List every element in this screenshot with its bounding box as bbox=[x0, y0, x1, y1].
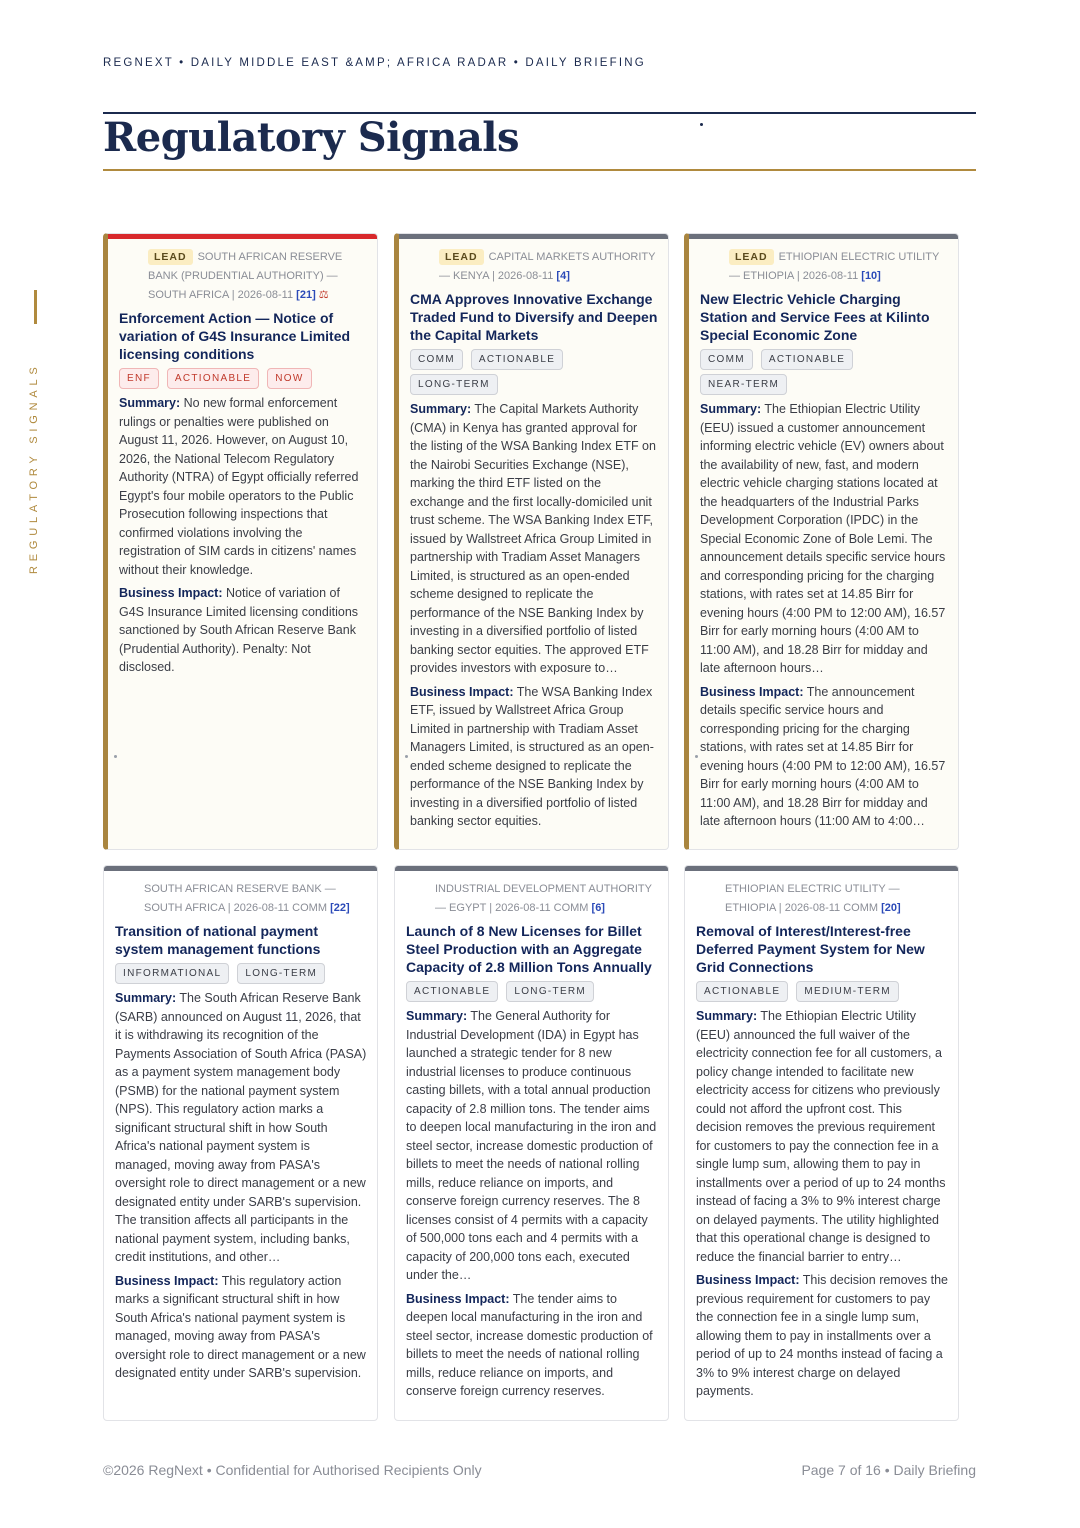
tag-list bbox=[115, 963, 367, 984]
card-top-bar bbox=[685, 866, 958, 871]
card-meta bbox=[410, 248, 658, 286]
scroll-marker bbox=[114, 755, 117, 758]
tag: ACTIONABLE bbox=[167, 368, 259, 389]
impact-text: This decision removes the previous requirement for customers to pay the connection fee in a single lump sum, allowing them to pay in installments over a period of up to 24 months instead of facing a 3% to 9% interest charge on delayed payments. bbox=[696, 1273, 948, 1398]
citation-link[interactable]: [4] bbox=[556, 270, 570, 282]
card-meta bbox=[696, 880, 948, 918]
summary-text: The Ethiopian Electric Utility (EEU) issued a customer announcement informing electric vehicle (EV) owners about the availability of new, fast, and modern electric vehicle charging stations located at the headquarters of the Industrial Parks Development Corporation (IPDC) in the Special Economic Zone of Bole Lemi. The announcement details specific service hours and corresponding pricing for the charging stations, with rates set at 14.85 Birr for evening hours (4:00 PM to 12:00 AM), 16.57 Birr for early morning hours (4:00 AM to 11:00 AM), and 18.28 Birr for midday and late afternoon hours… bbox=[700, 402, 946, 675]
impact-text: This regulatory action marks a significant structural shift in how South Africa's national payment system is managed, moving away from PASA's oversight role to direct management or a new designated entity under SARB's supervision. bbox=[115, 1273, 366, 1380]
tag: INFORMATIONAL bbox=[115, 963, 229, 984]
footer-page-number: Page 7 of 16 • Daily Briefing bbox=[801, 1462, 976, 1478]
decorative-dot bbox=[700, 123, 703, 126]
business-impact bbox=[700, 683, 948, 831]
card-top-bar bbox=[104, 866, 377, 871]
summary bbox=[700, 400, 948, 678]
tag: LONG-TERM bbox=[506, 981, 594, 1002]
citation-link[interactable]: [22] bbox=[330, 902, 350, 914]
card-top-bar bbox=[399, 234, 668, 239]
card-meta bbox=[406, 880, 658, 918]
tag: ACTIONABLE bbox=[696, 981, 788, 1002]
page-title: Regulatory Signals bbox=[103, 114, 520, 161]
business-impact bbox=[410, 683, 658, 831]
impact-text: Notice of variation of G4S Insurance Limited licensing conditions sanctioned by South African Reserve Bank (Prudential Authority). Penalty: Not disclosed. bbox=[119, 586, 359, 674]
card-source: ETHIOPIAN ELECTRIC UTILITY — ETHIOPIA | 2026-08-11 bbox=[729, 251, 940, 282]
card-title: Enforcement Action — Notice of variation of G4S Insurance Limited licensing conditions bbox=[119, 310, 351, 362]
summary-label: Summary: bbox=[119, 396, 181, 410]
signal-card bbox=[103, 233, 378, 850]
impact-text: The announcement details specific service hours and corresponding pricing for the charging stations, with rates set at 14.85 Birr for evening hours (4:00 PM to 12:00 AM), 16.57 Birr for early morning hours (4:00 AM to 11:00 AM), and 18.28 Birr for midday and late afternoon hours (11:00 AM to 4:00… bbox=[700, 684, 946, 828]
card-source: INDUSTRIAL DEVELOPMENT AUTHORITY — EGYPT | 2026-08-11 bbox=[435, 883, 652, 914]
scroll-marker bbox=[405, 755, 408, 758]
impact-label: Business Impact: bbox=[115, 1273, 219, 1288]
impact-text: The tender aims to deepen local manufacturing in the iron and steel sector, increase domestic production of billets to meet the needs of national rolling mills, reduce reliance on imports, and conserve foreign currency reserves. bbox=[406, 1291, 653, 1398]
card-source: CAPITAL MARKETS AUTHORITY — KENYA | 2026-08-11 bbox=[439, 251, 656, 282]
business-impact bbox=[115, 1272, 367, 1383]
summary-label: Summary: bbox=[410, 402, 472, 416]
signal-card bbox=[394, 233, 669, 850]
summary bbox=[410, 400, 658, 678]
card-title: Removal of Interest/Interest-free Deferred Payment System for New Grid Connections bbox=[696, 923, 925, 975]
tag: MEDIUM-TERM bbox=[796, 981, 899, 1002]
card-top-bar bbox=[689, 234, 958, 239]
impact-label: Business Impact: bbox=[700, 684, 804, 699]
summary bbox=[406, 1007, 658, 1285]
lead-badge: LEAD bbox=[148, 249, 193, 265]
title-rule-bottom bbox=[103, 169, 976, 171]
summary bbox=[119, 394, 367, 579]
scroll-marker bbox=[695, 755, 698, 758]
tag: ENF bbox=[119, 368, 159, 389]
impact-text: The WSA Banking Index ETF, issued by Wallstreet Africa Group Limited in partnership with Tradiam Asset Managers Limited, is structured as an open-ended scheme designed to replicate the performance of the NSE Banking Index by investing in a diversified portfolio of listed banking sector equities. bbox=[410, 684, 654, 828]
card-title: Transition of national payment system management functions bbox=[115, 923, 321, 957]
summary-text: The South African Reserve Bank (SARB) announced on August 11, 2026, that it is withdrawing its recognition of the Payments Association of South Africa (PASA) as a payment system management body (PSMB) for the national payment system (NPS). This regulatory action marks a significant structural shift in how South Africa's national payment system is managed, moving away from PASA's oversight role to direct management or a new designated entity under SARB's supervision. The transition affects all participants in the national payment system, including banks, credit institutions, and other… bbox=[115, 991, 367, 1264]
tag: COMM bbox=[700, 349, 753, 370]
sidebar-section-label: REGULATORY SIGNALS bbox=[28, 362, 40, 574]
scales-icon: ⚖ bbox=[318, 289, 329, 301]
signal-card bbox=[103, 865, 378, 1421]
sidebar-accent-bar bbox=[34, 290, 37, 324]
citation-link[interactable]: [21] bbox=[296, 289, 316, 301]
card-title: Launch of 8 New Licenses for Billet Steel Production with an Aggregate Capacity of 2.8 Million Tons Annually bbox=[406, 923, 652, 975]
summary-label: Summary: bbox=[696, 1009, 758, 1023]
signal-card bbox=[684, 233, 959, 850]
impact-label: Business Impact: bbox=[119, 586, 223, 600]
tag-list bbox=[410, 349, 658, 395]
card-meta bbox=[700, 248, 948, 286]
card-top-bar bbox=[395, 866, 668, 871]
impact-label: Business Impact: bbox=[406, 1291, 510, 1306]
tag: LONG-TERM bbox=[410, 374, 498, 395]
citation-link[interactable]: [10] bbox=[861, 270, 881, 282]
category-label: COMM bbox=[292, 902, 327, 914]
business-impact bbox=[696, 1271, 948, 1401]
tag: LONG-TERM bbox=[237, 963, 325, 984]
card-title: CMA Approves Innovative Exchange Traded Fund to Diversify and Deepen the Capital Markets bbox=[410, 291, 658, 343]
business-impact bbox=[406, 1290, 658, 1401]
summary-text: The Capital Markets Authority (CMA) in Kenya has granted approval for the listing of the WSA Banking Index ETF on the Nairobi Securities Exchange (NSE), marking the third ETF listed on the exchange and the first locally-domiciled unit trust scheme. The WSA Banking Index ETF, issued by Wallstreet Africa Group Limited in partnership with Tradiam Asset Managers Limited, is structured as an open-ended scheme designed to replicate the performance of the NSE Banking Index by investing in a diversified portfolio of listed banking sector equities. The approved ETF provides investors with exposure to… bbox=[410, 402, 656, 675]
card-meta bbox=[119, 248, 367, 305]
footer-copyright: ©2026 RegNext • Confidential for Authorised Recipients Only bbox=[103, 1462, 482, 1478]
tag: ACTIONABLE bbox=[761, 349, 853, 370]
card-top-bar bbox=[108, 234, 377, 239]
signal-card bbox=[394, 865, 669, 1421]
tag-list bbox=[119, 368, 367, 389]
tag: NOW bbox=[267, 368, 311, 389]
card-source: ETHIOPIAN ELECTRIC UTILITY — ETHIOPIA | 2026-08-11 bbox=[725, 883, 900, 914]
lead-badge: LEAD bbox=[439, 249, 484, 265]
card-source: SOUTH AFRICAN RESERVE BANK — SOUTH AFRICA | 2026-08-11 bbox=[144, 883, 336, 914]
signal-card bbox=[684, 865, 959, 1421]
summary-label: Summary: bbox=[406, 1009, 468, 1023]
impact-label: Business Impact: bbox=[410, 684, 514, 699]
lead-badge: LEAD bbox=[729, 249, 774, 265]
summary bbox=[115, 989, 367, 1267]
summary-label: Summary: bbox=[700, 402, 762, 416]
business-impact bbox=[119, 584, 367, 677]
tag-list bbox=[406, 981, 658, 1002]
summary-text: No new formal enforcement rulings or penalties were published on August 11, 2026. However, on August 10, 2026, the National Telecom Regulatory Authority (NTRA) of Egypt officially referred Egypt's four mobile operators to the Public Prosecution following inspections that confirmed violations involving the registration of SIM cards in citizens' names without their knowledge. bbox=[119, 396, 359, 577]
category-label: COMM bbox=[553, 902, 589, 914]
card-source: SOUTH AFRICAN RESERVE BANK (PRUDENTIAL AUTHORITY) — SOUTH AFRICA | 2026-08-11 bbox=[148, 251, 343, 301]
tag: ACTIONABLE bbox=[471, 349, 563, 370]
summary-text: The General Authority for Industrial Development (IDA) in Egypt has launched a strategic tender for 8 new industrial licenses to produce continuous casting billets, with a total annual production capacity of 2.8 million tons. The tender aims to deepen local manufacturing in the iron and steel sector, increase domestic production of billets to meet the needs of national rolling mills, reduce reliance on imports, and conserve foreign currency reserves. The 8 licenses consist of 4 permits with a capacity of 500,000 tons each and 4 permits with a capacity of 200,000 tons each, executed under the… bbox=[406, 1009, 657, 1282]
impact-label: Business Impact: bbox=[696, 1273, 800, 1287]
card-meta bbox=[115, 880, 367, 918]
summary bbox=[696, 1007, 948, 1266]
citation-link[interactable]: [20] bbox=[881, 902, 901, 914]
citation-link[interactable]: [6] bbox=[591, 902, 605, 914]
tag: ACTIONABLE bbox=[406, 981, 498, 1002]
category-label: COMM bbox=[843, 902, 879, 914]
running-header: REGNEXT • DAILY MIDDLE EAST &AMP; AFRICA RADAR • DAILY BRIEFING bbox=[103, 57, 646, 69]
tag-list bbox=[700, 349, 948, 395]
card-title: New Electric Vehicle Charging Station and Service Fees at Kilinto Special Economic Zone bbox=[700, 291, 930, 343]
tag: NEAR-TERM bbox=[700, 374, 787, 395]
tag-list bbox=[696, 981, 948, 1002]
tag: COMM bbox=[410, 349, 463, 370]
summary-label: Summary: bbox=[115, 991, 177, 1005]
summary-text: The Ethiopian Electric Utility (EEU) announced the full waiver of the electricity connection fee for all customers, a policy change intended to facilitate new electricity access for citizens who previously could not afford the upfront cost. This decision removes the previous requirement for customers to pay the connection fee in a single lump sum, allowing them to pay in installments over a period of up to 24 months instead of facing a 3% to 9% interest charge on delayed payments. The utility highlighted that this operational change is designed to reduce the financial barrier to entry… bbox=[696, 1009, 946, 1264]
